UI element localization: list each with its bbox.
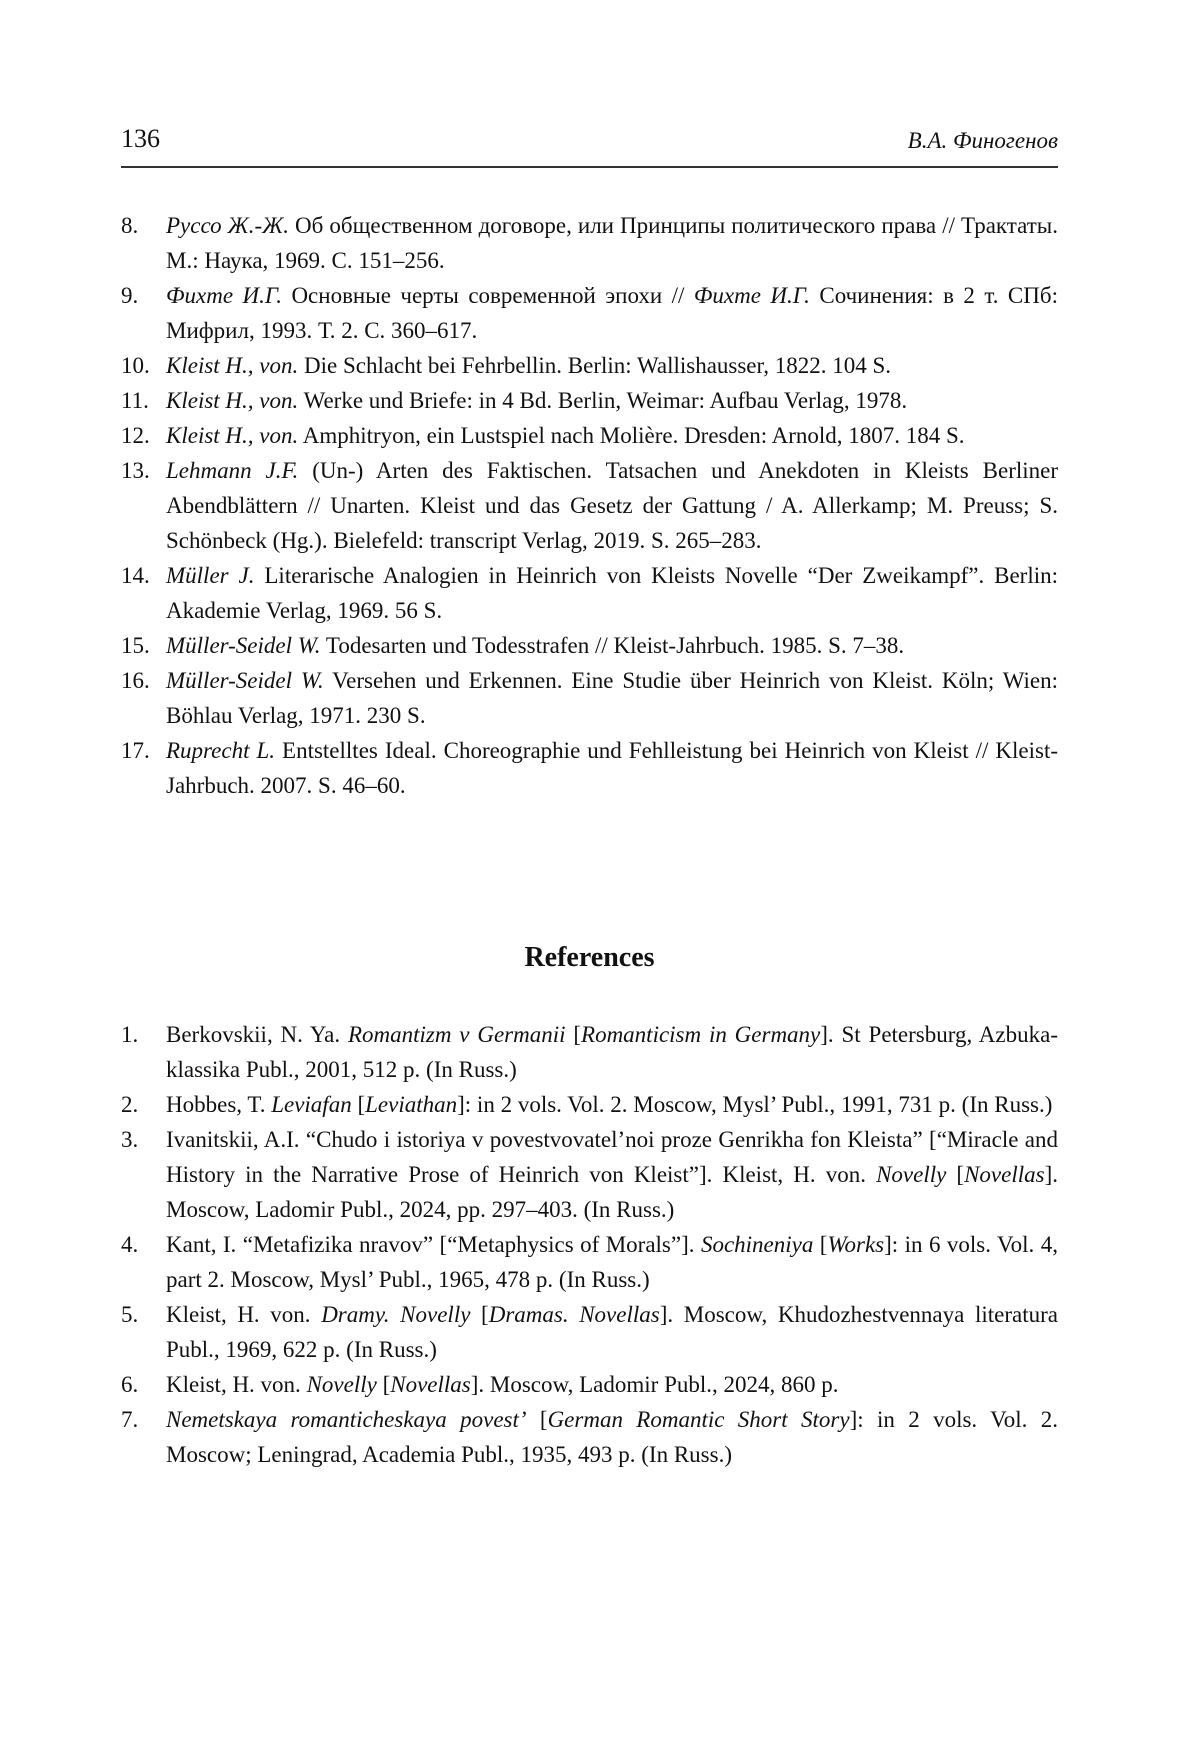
bib-entry [121,558,1058,628]
entry-number: 13. [121,458,150,483]
entry-number: 2. [121,1092,139,1117]
entry-author: Ruprecht L. [166,738,276,763]
entry-text: Versehen und Erkennen. Eine Studie über Heinrich von Kleist. Köln; Wien: Böhlau Verlag, 1971. 230 S. [166,668,1058,728]
entry-author: Müller J. [166,563,255,588]
reference-entry [121,1087,1058,1122]
entry-text: [ [470,1302,489,1327]
entry-title: Leviafan [271,1092,352,1117]
entry-number: 8. [121,213,139,238]
bib-entry [121,453,1058,558]
entry-number: 12. [121,423,150,448]
entry-text: [ [813,1232,828,1257]
entry-text: Todesarten und Todesstrafen // Kleist-Jahrbuch. 1985. S. 7–38. [320,633,905,658]
entry-text: Werke und Briefe: in 4 Bd. Berlin, Weimar: Aufbau Verlag, 1978. [298,388,908,413]
entry-text: (Un-) Arten des Faktischen. Tatsachen und Anekdoten in Kleists Berliner Abendblättern // Unarten. Kleist und das Gesetz der Gattung / A. Allerkamp; M. Preuss; S. Schönbeck (Hg.). Bielefeld: transcript Verlag, 2019. S. 265–283. [166,458,1059,553]
entry-number: 3. [121,1127,139,1152]
entry-text: Kleist, H. von. [166,1302,322,1327]
entry-text: Amphitryon, ein Lustspiel nach Molière. Dresden: Arnold, 1807. 184 S. [298,423,965,448]
page-number: 136 [121,124,160,153]
bib-entry [121,418,1058,453]
entry-title-translation: German Romantic Short Story [547,1407,850,1432]
entry-number: 5. [121,1302,139,1327]
entry-text: Об общественном договоре, или Принципы политического права // Трактаты. М.: Наука, 1969. С. 151–256. [166,213,1058,273]
references-list [121,1017,1058,1472]
entry-number: 4. [121,1232,139,1257]
entry-title: Novelly [306,1372,377,1397]
entry-title: Nemetskaya romanticheskaya povest’ [166,1407,527,1432]
entry-text: ]: in 2 vols. Vol. 2. Moscow; Leningrad, Academia Publ., 1935, 493 p. (In Russ.) [166,1407,1058,1467]
entry-text: [ [376,1372,391,1397]
bib-entry [121,663,1058,733]
entry-text: [ [526,1407,548,1432]
reference-entry [121,1402,1058,1472]
entry-title-translation: Works [827,1232,885,1257]
bib-entry [121,278,1058,348]
entry-author: Müller-Seidel W. [166,633,321,658]
entry-text: Сочинения: в 2 т. СПб: Мифрил, 1993. Т. 2. С. 360–617. [166,283,1058,343]
entry-author: Руссо Ж.-Ж. [166,213,289,238]
reference-entry [121,1297,1058,1367]
entry-text: ]: in 6 vols. Vol. 4, part 2. Moscow, Mysl’ Publ., 1965, 478 p. (In Russ.) [166,1232,1058,1292]
entry-author: Müller-Seidel W. [166,668,324,693]
entry-number: 17. [121,738,150,763]
entry-text: ]. St Petersburg, Azbuka-klassika Publ., 2001, 512 p. (In Russ.) [166,1022,1058,1082]
entry-text: Основные черты современной эпохи // [281,283,694,308]
entry-title: Romantizm v Germanii [347,1022,566,1047]
entry-text: Ivanitskii, A.I. “Chudo i istoriya v povestvovatel’noi proze Genrikha fon Kleista” [“Miracle and History in the Narrative Prose of Heinrich von Kleist”]. Kleist, H. von. [166,1127,1058,1187]
page-header [121,124,1058,168]
bib-entry [121,383,1058,418]
references-heading: References [524,942,655,973]
bib-entry [121,348,1058,383]
bib-entry [121,733,1058,803]
entry-title-translation: Novellas [964,1162,1045,1187]
entry-number: 9. [121,283,139,308]
entry-author: Lehmann J.F. [166,458,299,483]
entry-number: 6. [121,1372,139,1397]
entry-text: ]. Moscow, Ladomir Publ., 2024, 860 p. [470,1372,839,1397]
bib-entry [121,628,1058,663]
reference-entry [121,1122,1058,1227]
entry-text: Kleist, H. von. [166,1372,307,1397]
entry-number: 1. [121,1022,139,1047]
entry-text: Die Schlacht bei Fehrbellin. Berlin: Wallishausser, 1822. 104 S. [298,353,892,378]
entry-title-translation: Romanticism in Germany [581,1022,821,1047]
entry-number: 11. [121,388,149,413]
reference-entry [121,1367,1058,1402]
entry-number: 14. [121,563,150,588]
entry-title-translation: Leviathan [365,1092,458,1117]
bib-entry [121,208,1058,278]
entry-author: Kleist H., von. [166,388,299,413]
entry-text: [ [351,1092,366,1117]
entry-title: Dramy. Novelly [321,1302,471,1327]
entry-author: Kleist H., von. [166,423,299,448]
header-rule [121,166,1058,168]
entry-title-translation: Novellas [390,1372,471,1397]
entry-number: 16. [121,668,150,693]
reference-entry [121,1017,1058,1087]
running-author: В.А. Финогенов [907,128,1058,153]
entry-text: Entstelltes Ideal. Choreographie und Fehlleistung bei Heinrich von Kleist // Kleist-Jahrbuch. 2007. S. 46–60. [166,738,1058,798]
entry-text: Literarische Analogien in Heinrich von Kleists Novelle “Der Zweikampf”. Berlin: Akademie Verlag, 1969. 56 S. [166,563,1058,623]
reference-entry [121,1227,1058,1297]
entry-title-translation: Dramas. Novellas [488,1302,660,1327]
entry-number: 15. [121,633,150,658]
bibliography-list [121,208,1058,803]
entry-text: Hobbes, T. [166,1092,272,1117]
entry-author: Фихте И.Г. [693,283,810,308]
entry-text: Berkovskii, N. Ya. [166,1022,348,1047]
entry-author: Kleist H., von. [166,353,299,378]
entry-number: 7. [121,1407,139,1432]
entry-title: Novelly [876,1162,947,1187]
entry-text: ]. Moscow, Ladomir Publ., 2024, pp. 297–403. (In Russ.) [166,1162,1058,1222]
entry-author: Фихте И.Г. [166,283,282,308]
entry-title: Sochineniya [700,1232,814,1257]
entry-text: ]: in 2 vols. Vol. 2. Moscow, Mysl’ Publ., 1991, 731 p. (In Russ.) [457,1092,1053,1117]
entry-text: [ [946,1162,965,1187]
entry-text: Kant, I. “Metafizika nravov” [“Metaphysics of Morals”]. [166,1232,701,1257]
entry-text: ]. Moscow, Khudozhestvennaya literatura Publ., 1969, 622 p. (In Russ.) [166,1302,1058,1362]
entry-text: [ [565,1022,582,1047]
entry-number: 10. [121,353,150,378]
